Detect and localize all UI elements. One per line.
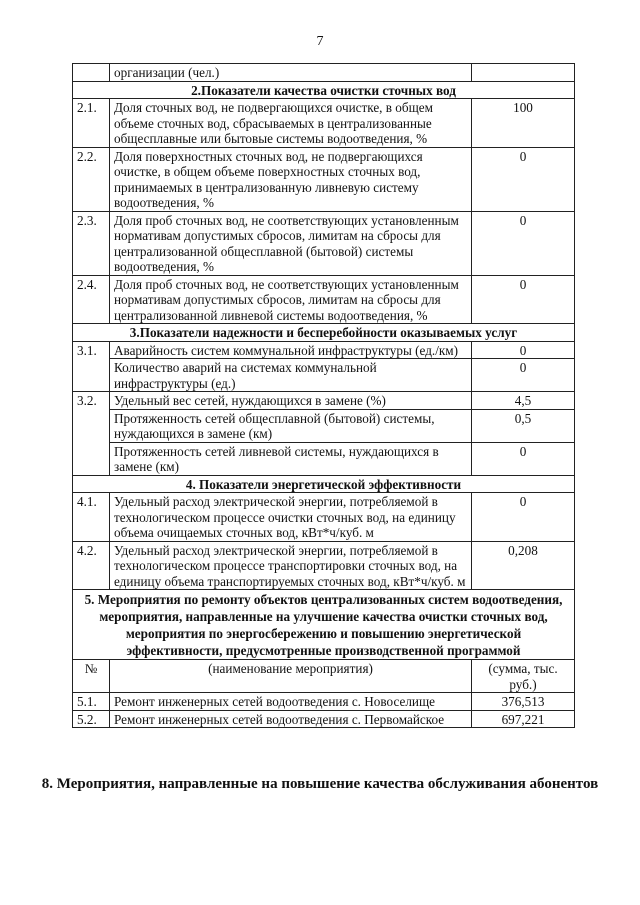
- row-value: 697,221: [472, 710, 575, 728]
- table-row: [73, 99, 575, 148]
- section-4-title: 4. Показатели энергетической эффективности: [73, 475, 575, 493]
- row-value: 0: [472, 147, 575, 211]
- row-value: 376,513: [472, 693, 575, 711]
- row-value: 100: [472, 99, 575, 148]
- row-text: Доля проб сточных вод, не соответствующих установленным нормативам допустимых сбросов, лимитам на сбросы для централизованной общесплавной (бытовой) системы водоотведения, %: [110, 211, 472, 275]
- row-number: 5.2.: [73, 710, 110, 728]
- row-text: Удельный расход электрической энергии, потребляемой в технологическом процессе транспортировки сточных вод, на единицу объема транспортируемых сточных вод, кВт*ч/куб. м: [110, 541, 472, 590]
- row-text: Доля поверхностных сточных вод, не подвергающихся очистке, в общем объеме поверхностных сточных вод, принимаемых в централизованную ливневую систему водоотведения, %: [110, 147, 472, 211]
- row-text: Протяженность сетей общесплавной (бытовой) системы, нуждающихся в замене (км): [110, 409, 472, 442]
- table-row: [73, 147, 575, 211]
- table-row: [73, 275, 575, 324]
- row-text: Доля проб сточных вод, не соответствующих установленным нормативам допустимых сбросов, лимитам на сбросы для централизованной ливневой системы водоотведения, %: [110, 275, 472, 324]
- table-row: [73, 693, 575, 711]
- table-row: [73, 359, 575, 392]
- row-text: Ремонт инженерных сетей водоотведения с. Новоселище: [110, 693, 472, 711]
- row-value: 0,5: [472, 409, 575, 442]
- row-value: 0: [472, 359, 575, 392]
- section-8-heading: 8. Мероприятия, направленные на повышение качества обслуживания абонентов: [41, 776, 599, 792]
- row-text: Протяженность сетей ливневой системы, нуждающихся в замене (км): [110, 442, 472, 475]
- row-value: 0: [472, 211, 575, 275]
- row-number: 4.2.: [73, 541, 110, 590]
- section-header: [73, 475, 575, 493]
- column-header-name: (наименование мероприятия): [110, 660, 472, 693]
- row-value: 0: [472, 341, 575, 359]
- row-number: 2.1.: [73, 99, 110, 148]
- row-value: 0,208: [472, 541, 575, 590]
- table-row: [73, 409, 575, 442]
- row-value: 0: [472, 442, 575, 475]
- row-number: 3.1.: [73, 341, 110, 392]
- row-number: 2.3.: [73, 211, 110, 275]
- section-2-title: 2.Показатели качества очистки сточных вод: [73, 81, 575, 99]
- row-text: Ремонт инженерных сетей водоотведения с. Первомайское: [110, 710, 472, 728]
- table-row: [73, 442, 575, 475]
- table-row: [73, 341, 575, 359]
- column-header-number: №: [73, 660, 110, 693]
- indicators-table: [72, 63, 575, 728]
- row-text: Аварийность систем коммунальной инфраструктуры (ед./км): [110, 341, 472, 359]
- section-5-title: 5. Мероприятия по ремонту объектов централизованных систем водоотведения, мероприятия, направленные на улучшение качества очистки сточных вод, мероприятия по энергосбережению и повышению энергетической эффективности, предусмотренные производственной программой: [73, 590, 575, 660]
- page-number: 7: [316, 34, 324, 49]
- row-text: Удельный расход электрической энергии, потребляемой в технологическом процессе очистки сточных вод, на единицу объема очищаемых сточных вод, кВт*ч/куб. м: [110, 493, 472, 542]
- table-row: [73, 211, 575, 275]
- row-text: организации (чел.): [110, 64, 472, 82]
- section-3-title: 3.Показатели надежности и бесперебойности оказываемых услуг: [73, 324, 575, 342]
- row-number: 5.1.: [73, 693, 110, 711]
- table-row: [73, 541, 575, 590]
- row-value: 4,5: [472, 392, 575, 410]
- column-header-sum: (сумма, тыс. руб.): [472, 660, 575, 693]
- section-header: [73, 590, 575, 660]
- table-row: [73, 392, 575, 410]
- row-text: Доля сточных вод, не подвергающихся очистке, в общем объеме сточных вод, сбрасываемых в централизованные общесплавные или бытовые системы водоотведения, %: [110, 99, 472, 148]
- row-number: [73, 64, 110, 82]
- row-number: 3.2.: [73, 392, 110, 476]
- row-value: 0: [472, 493, 575, 542]
- table-row: [73, 64, 575, 82]
- row-value: 0: [472, 275, 575, 324]
- row-number: 4.1.: [73, 493, 110, 542]
- table-header-row: [73, 660, 575, 693]
- row-number: 2.4.: [73, 275, 110, 324]
- row-text: Удельный вес сетей, нуждающихся в замене (%): [110, 392, 472, 410]
- row-text: Количество аварий на системах коммунальной инфраструктуры (ед.): [110, 359, 472, 392]
- row-value: [472, 64, 575, 82]
- table-row: [73, 710, 575, 728]
- table-row: [73, 493, 575, 542]
- row-number: 2.2.: [73, 147, 110, 211]
- section-header: [73, 324, 575, 342]
- section-header: [73, 81, 575, 99]
